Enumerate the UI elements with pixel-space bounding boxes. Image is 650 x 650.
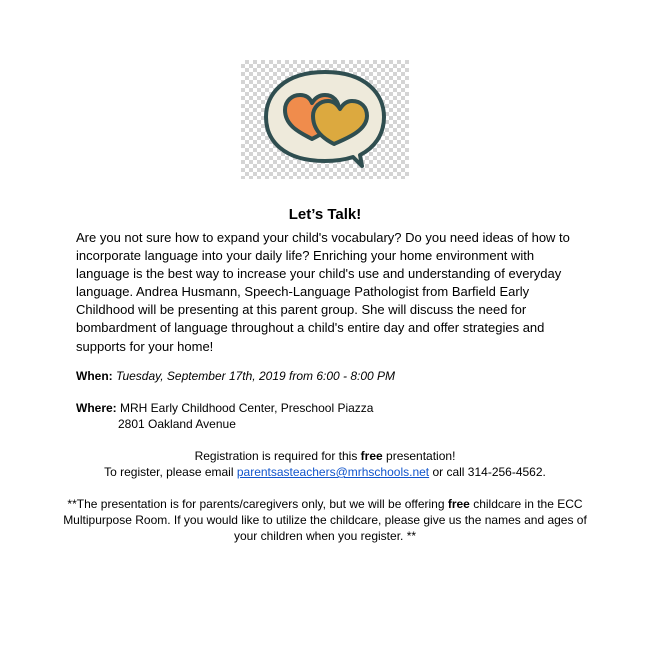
note-free: free xyxy=(447,497,470,511)
hearts-speech-bubble-icon xyxy=(241,60,409,179)
when-value: Tuesday, September 17th, 2019 from 6:00 - 8:00 PM xyxy=(116,369,396,383)
childcare-note xyxy=(50,496,600,544)
note-post: childcare in the ECC Multipurpose Room. If you would like to utilize the childcare, please give us the names and ages of your children when you register. ** xyxy=(63,497,587,543)
registration-free: free xyxy=(360,449,383,463)
note-pre: **The presentation is for parents/caregivers only, but we will be offering xyxy=(67,497,448,511)
email-link[interactable]: parentsasteachers@mrhschools.net xyxy=(236,465,430,479)
event-where xyxy=(76,400,576,432)
hearts-speech-bubble-image xyxy=(241,60,409,179)
registration-info xyxy=(50,448,600,480)
event-when xyxy=(76,368,576,384)
page-title: Let’s Talk! xyxy=(288,206,362,223)
where-line2: 2801 Oakland Avenue xyxy=(118,417,236,431)
where-label: Where: xyxy=(76,401,117,415)
when-label: When: xyxy=(76,369,113,383)
registration-line2-post: or call 314-256-4562. xyxy=(429,465,546,479)
registration-line1-pre: Registration is required for this xyxy=(194,449,361,463)
intro-paragraph: Are you not sure how to expand your child's vocabulary? Do you need ideas of how to incorporate language into your daily life? Enriching your home environment with language is the best way to increase your child's use and understanding of everyday language. Andrea Husmann, Speech-Language Pathologist from Barfield Early Childhood will be presenting at this parent group. She will discuss the need for bombardment of language throughout a child's entire day and offer strategies and supports for your home! xyxy=(76,230,570,354)
where-line1: MRH Early Childhood Center, Preschool Piazza xyxy=(120,401,374,415)
registration-line2-pre: To register, please email xyxy=(104,465,237,479)
registration-line1-post: presentation! xyxy=(382,449,456,463)
